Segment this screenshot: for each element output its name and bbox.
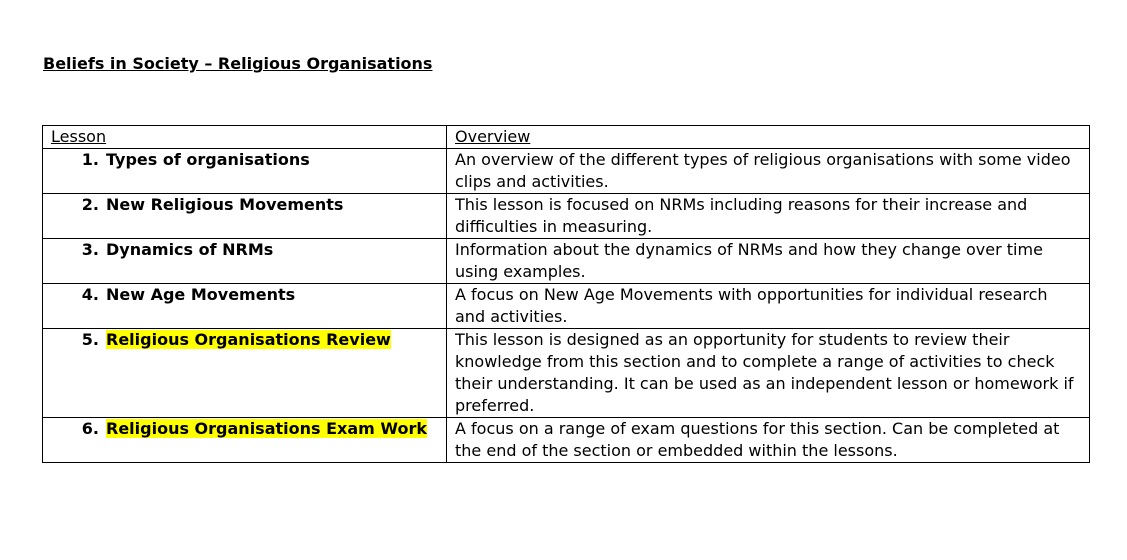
overview-text: This lesson is designed as an opportunity for students to review their knowledge from this section and to complete a range of activities to check their understanding. It can be used as an independent lesson or homework if preferred. xyxy=(455,330,1074,415)
table-row xyxy=(43,194,1090,239)
overview-cell xyxy=(447,239,1090,284)
overview-text: A focus on a range of exam questions for this section. Can be completed at the end of the section or embedded within the lessons. xyxy=(455,419,1060,460)
lesson-table xyxy=(42,125,1090,463)
overview-column-header: Overview xyxy=(447,126,1090,149)
lesson-name-highlighted: Religious Organisations Exam Work xyxy=(106,419,427,438)
lesson-name: New Religious Movements xyxy=(106,195,344,214)
overview-cell xyxy=(447,329,1090,418)
lesson-number: 1. xyxy=(81,150,99,169)
lesson-cell xyxy=(43,284,447,329)
lesson-name-highlighted: Religious Organisations Review xyxy=(106,330,391,349)
lesson-number: 6. xyxy=(81,419,99,438)
lesson-cell xyxy=(43,239,447,284)
overview-text: A focus on New Age Movements with opportunities for individual research and activities. xyxy=(455,285,1048,326)
overview-text: An overview of the different types of religious organisations with some video clips and activities. xyxy=(455,150,1071,191)
table-row xyxy=(43,284,1090,329)
table-row xyxy=(43,149,1090,194)
lesson-column-header: Lesson xyxy=(43,126,447,149)
lesson-number: 3. xyxy=(81,240,99,259)
lesson-number: 4. xyxy=(81,285,99,304)
lesson-cell xyxy=(43,149,447,194)
table-row xyxy=(43,418,1090,463)
lesson-name: Types of organisations xyxy=(106,150,310,169)
lesson-number: 5. xyxy=(81,330,99,349)
document-title: Beliefs in Society – Religious Organisations xyxy=(43,54,433,73)
overview-cell xyxy=(447,149,1090,194)
table-row xyxy=(43,239,1090,284)
lesson-number: 2. xyxy=(81,195,99,214)
table-row xyxy=(43,329,1090,418)
table-header-row xyxy=(43,126,1090,149)
overview-text: This lesson is focused on NRMs including reasons for their increase and difficulties in measuring. xyxy=(455,195,1028,236)
overview-cell xyxy=(447,418,1090,463)
lesson-cell xyxy=(43,329,447,418)
lesson-name: Dynamics of NRMs xyxy=(106,240,274,259)
overview-cell xyxy=(447,194,1090,239)
lesson-cell xyxy=(43,194,447,239)
overview-text: Information about the dynamics of NRMs and how they change over time using examples. xyxy=(455,240,1043,281)
overview-cell xyxy=(447,284,1090,329)
lesson-cell xyxy=(43,418,447,463)
lesson-name: New Age Movements xyxy=(106,285,296,304)
